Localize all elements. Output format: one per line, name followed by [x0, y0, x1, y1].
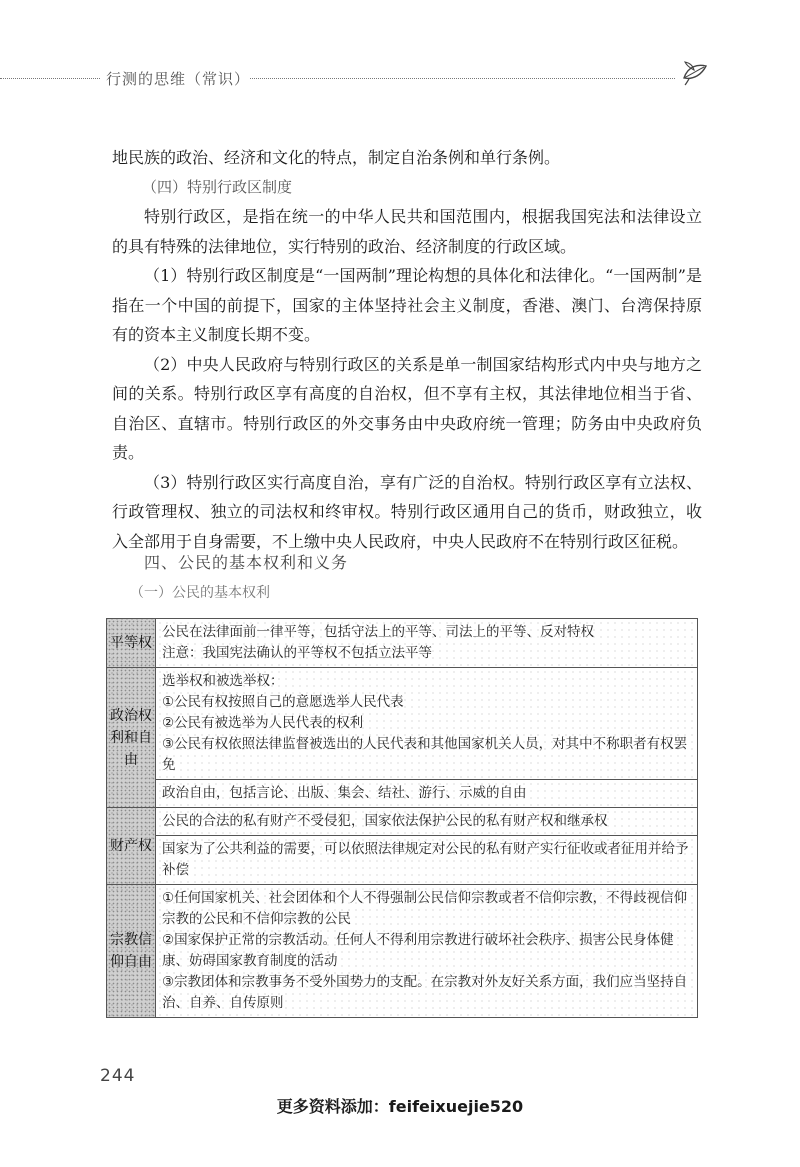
paragraph-high-autonomy: （3）特别行政区实行高度自治，享有广泛的自治权。特别行政区享有立法权、行政管理权、独立的司法权和终审权。特别行政区通用自己的货币，财政独立，收入全部用于自身需要，不上缴中央人民政府，中央人民政府不在特别行政区征税。 — [112, 472, 702, 551]
content-cell — [156, 885, 698, 1018]
cell-line: ③宗教团体和宗教事务不受外国势力的支配。在宗教对外友好关系方面，我们应当坚持自治、自养、自传原则 — [162, 974, 688, 1011]
table-row — [107, 619, 698, 668]
header-divider-left — [0, 78, 100, 79]
category-cell: 宗教信仰自由 — [107, 885, 156, 1018]
paragraph-autonomy-end: 地民族的政治、经济和文化的特点，制定自治条例和单行条例。 — [112, 148, 561, 167]
body-text — [112, 143, 702, 556]
content-cell — [156, 668, 698, 780]
table-row — [107, 780, 698, 808]
basic-rights-table — [106, 618, 698, 1018]
cell-line: ①任何国家机关、社会团体和个人不得强制公民信仰宗教或者不信仰宗教，不得歧视信仰宗教的公民和不信仰宗教的公民 — [162, 890, 688, 927]
content-cell: 国家为了公共利益的需要，可以依照法律规定对公民的私有财产实行征收或者征用并给予补偿 — [156, 836, 698, 885]
paragraph-central-local-relation: （2）中央人民政府与特别行政区的关系是单一制国家结构形式内中央与地方之间的关系。特别行政区享有高度的自治权，但不享有主权，其法律地位相当于省、自治区、直辖市。特别行政区的外交事务由中央政府统一管理；防务由中央政府负责。 — [112, 354, 702, 462]
paragraph-sar-definition: 特别行政区，是指在统一的中华人民共和国范围内，根据我国宪法和法律设立的具有特殊的法律地位，实行特别的政治、经济制度的行政区域。 — [112, 207, 702, 256]
subheading-basic-rights: （一）公民的基本权利 — [130, 585, 270, 601]
cell-line: 注意：我国宪法确认的平等权不包括立法平等 — [162, 645, 432, 661]
table-row — [107, 836, 698, 885]
cell-line: ②国家保护正常的宗教活动。任何人不得利用宗教进行破坏社会秩序、损害公民身体健康、妨碍国家教育制度的活动 — [162, 932, 674, 969]
content-cell: 政治自由，包括言论、出版、集会、结社、游行、示威的自由 — [156, 780, 698, 808]
cell-line: ③公民有权依照法律监督被选出的人民代表和其他国家机关人员，对其中不称职者有权罢免 — [162, 736, 688, 773]
category-cell: 平等权 — [107, 619, 156, 668]
footer-note: 更多资料添加：feifeixuejie520 — [276, 1097, 524, 1116]
cell-line: ②公民有被选举为人民代表的权利 — [162, 715, 364, 731]
content-cell — [156, 619, 698, 668]
cell-line: 选举权和被选举权： — [162, 673, 284, 689]
section-heading-citizen-rights: 四、公民的基本权利和义务 — [144, 553, 349, 572]
table-row — [107, 808, 698, 836]
page-number: 244 — [100, 1066, 136, 1086]
cell-line: ①公民有权按照自己的意愿选举人民代表 — [162, 694, 404, 710]
subheading-special-admin-region: （四）特别行政区制度 — [142, 177, 293, 196]
table-row — [107, 668, 698, 780]
category-cell: 财产权 — [107, 808, 156, 885]
header-title: 行测的思维（常识） — [106, 70, 251, 88]
table-row — [107, 885, 698, 1018]
content-cell: 公民的合法的私有财产不受侵犯，国家依法保护公民的私有财产权和继承权 — [156, 808, 698, 836]
header-divider-right — [250, 78, 675, 79]
leaf-icon — [680, 60, 710, 86]
category-cell: 政治权利和自由 — [107, 668, 156, 808]
cell-line: 公民在法律面前一律平等，包括守法上的平等、司法上的平等、反对特权 — [162, 624, 594, 640]
paragraph-one-country-two-systems: （1）特别行政区制度是“一国两制”理论构想的具体化和法律化。“一国两制”是指在一个中国的前提下，国家的主体坚持社会主义制度，香港、澳门、台湾保持原有的资本主义制度长期不变。 — [112, 266, 702, 344]
running-header — [0, 60, 800, 100]
